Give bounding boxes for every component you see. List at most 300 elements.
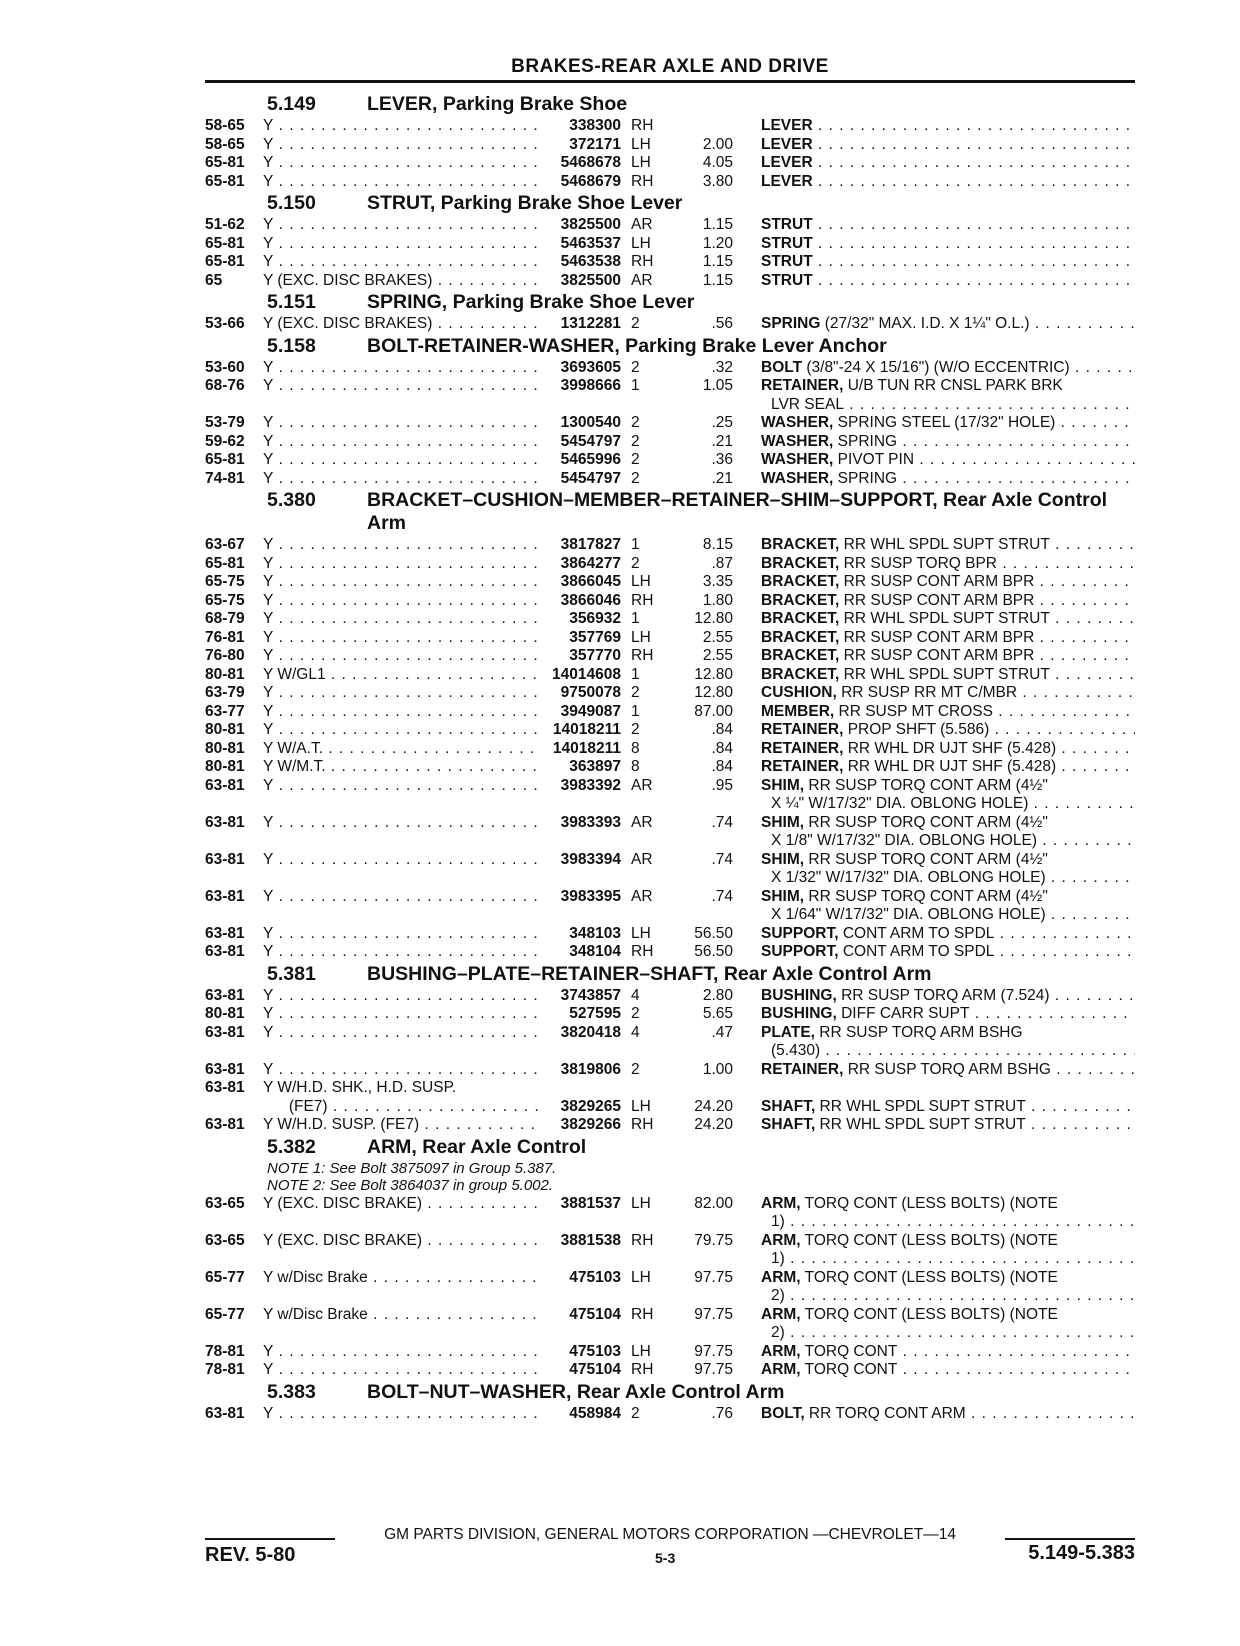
description-label: SUPPORT, [761, 943, 839, 960]
description-label: BOLT, [761, 1404, 805, 1422]
part-number: 348103 [569, 924, 621, 942]
description-line [761, 987, 1135, 1006]
usage [263, 536, 538, 555]
footer-page-number: 5-3 [655, 1550, 676, 1566]
leader-dots [273, 777, 538, 794]
model-years: 78-81 [205, 1342, 245, 1360]
usage [263, 1343, 538, 1362]
usage-text: Y [263, 943, 274, 960]
part-number: 357770 [569, 647, 621, 664]
description-label: BRACKET, [761, 591, 840, 609]
usage-text: Y [263, 887, 274, 905]
section-title: BOLT-RETAINER-WASHER, Parking Brake Lever Anchor [367, 334, 887, 357]
usage-text: Y [263, 469, 274, 487]
description-label: MEMBER, [761, 702, 835, 720]
price: 82.00 [694, 1194, 733, 1212]
part-row [205, 173, 1135, 192]
description-text: RR WHL SPDL SUPT STRUT [815, 1116, 1026, 1133]
usage [263, 433, 538, 452]
description [733, 470, 1135, 489]
description-line [761, 1405, 1135, 1424]
leader-dots [326, 666, 538, 683]
model-years: 80-81 [205, 739, 245, 757]
description-label: SPRING [761, 315, 821, 332]
part-row [205, 1098, 1135, 1117]
description [733, 758, 1135, 777]
leader-dots [1034, 647, 1135, 664]
price [667, 117, 733, 136]
usage [263, 1405, 538, 1424]
leader-dots [994, 925, 1135, 942]
leader-dots [273, 470, 538, 487]
part-row [205, 117, 1135, 136]
usage-text: Y [263, 1404, 274, 1422]
model-years: 80-81 [205, 721, 245, 738]
model-years: 68-79 [205, 610, 245, 627]
description-line [761, 758, 1135, 777]
description-label: LEVER [761, 172, 813, 190]
price: .21 [711, 432, 733, 450]
usage-text: Y [263, 135, 274, 153]
description-text: RR SUSP TORQ ARM BSHG [843, 1060, 1051, 1078]
description-line [761, 629, 1135, 648]
part-number: 5463537 [560, 234, 621, 252]
description-label: ARM, [761, 1342, 801, 1360]
usage-text: Y [263, 1060, 274, 1078]
price: 97.75 [694, 1305, 733, 1323]
usage [263, 777, 538, 814]
description-label: SHIM, [761, 813, 805, 831]
section-heading [205, 93, 1135, 116]
usage-text: Y w/Disc Brake [263, 1268, 368, 1286]
description-text: SPRING [833, 432, 898, 450]
model-years: 80-81 [205, 758, 245, 775]
usage-text: Y [263, 684, 274, 701]
description-line [761, 777, 1135, 796]
usage [263, 814, 538, 851]
part-row [205, 1061, 1135, 1080]
usage-text: Y [263, 986, 274, 1004]
part-number: 1312281 [560, 315, 621, 332]
description-line [761, 235, 1135, 254]
part-row [205, 925, 1135, 944]
description-label: STRUT [761, 234, 813, 252]
leader-dots [273, 1343, 538, 1360]
usage-text: Y (EXC. DISC BRAKES) [263, 315, 433, 332]
description-line [761, 1024, 1135, 1043]
usage [263, 758, 538, 777]
model-years: 78-81 [205, 1361, 245, 1378]
part-number: 3817827 [560, 536, 621, 553]
usage [263, 1306, 538, 1343]
price: 12.80 [694, 665, 733, 683]
part-number: 5454797 [560, 432, 621, 450]
quantity: LH [631, 573, 651, 590]
description [733, 315, 1135, 334]
description-label: WASHER, [761, 432, 834, 450]
footer-section-range: 5.149-5.383 [1028, 1542, 1135, 1564]
description-line [761, 610, 1135, 629]
description-line [761, 832, 1135, 851]
quantity: 1 [631, 610, 640, 627]
description-text: (3/8"-24 X 15/16") (W/O ECCENTRIC) [802, 358, 1070, 376]
leader-dots [273, 359, 538, 376]
part-row [205, 377, 1135, 414]
header-rule [205, 80, 1135, 83]
model-years: 63-67 [205, 536, 245, 553]
part-number: 3983392 [560, 776, 621, 794]
part-row [205, 721, 1135, 740]
usage [263, 216, 538, 235]
quantity: LH [631, 1194, 651, 1212]
leader-dots [1046, 869, 1135, 886]
usage-text: Y [263, 1342, 274, 1360]
quantity: 2 [631, 554, 640, 572]
description-label: RETAINER, [761, 721, 844, 738]
model-years: 80-81 [205, 1005, 245, 1022]
usage-text: Y [263, 358, 274, 376]
model-years: 65-81 [205, 154, 245, 171]
quantity: RH [631, 1361, 654, 1378]
part-number: 357769 [569, 628, 621, 646]
leader-dots [273, 555, 538, 572]
usage-text: Y [263, 154, 274, 171]
model-years: 63-81 [205, 924, 245, 942]
leader-dots [897, 433, 1135, 450]
description [733, 1005, 1135, 1024]
description-text: 1) [771, 1213, 785, 1230]
description-text: DIFF CARR SUPT [836, 1005, 970, 1022]
model-years: 51-62 [205, 216, 245, 233]
usage [263, 117, 538, 136]
description-label: BRACKET, [761, 647, 840, 664]
model-years: 63-81 [205, 1023, 245, 1041]
description [733, 610, 1135, 629]
usage [263, 684, 538, 703]
usage [263, 943, 538, 962]
quantity [621, 1079, 667, 1098]
leader-dots [785, 1324, 1135, 1341]
leader-dots [914, 451, 1135, 468]
description-text: 1) [771, 1250, 785, 1267]
description-line [761, 592, 1135, 611]
description [733, 117, 1135, 136]
quantity: 1 [631, 536, 640, 553]
description-label: SHIM, [761, 850, 805, 868]
description-text: TORQ CONT [800, 1342, 898, 1360]
usage-text: Y [263, 536, 274, 553]
leader-dots [273, 235, 538, 252]
description-line [761, 666, 1135, 685]
description [733, 555, 1135, 574]
usage-text: Y [263, 554, 274, 572]
usage-text: Y [263, 776, 274, 794]
leader-dots [1026, 1098, 1135, 1115]
model-years: 65-77 [205, 1268, 245, 1286]
leader-dots [273, 117, 538, 134]
part-row [205, 536, 1135, 555]
part-row [205, 272, 1135, 291]
part-row [205, 154, 1135, 173]
part-row [205, 1024, 1135, 1061]
description-text: CONT ARM TO SPDL [838, 924, 995, 942]
quantity: LH [631, 234, 651, 252]
description-line [761, 555, 1135, 574]
model-years: 65-81 [205, 234, 245, 252]
price: 24.20 [694, 1097, 733, 1115]
description-text: (5.430) [771, 1042, 821, 1059]
description-text: 2) [771, 1324, 785, 1341]
usage [263, 1116, 538, 1135]
model-years: 68-76 [205, 377, 245, 394]
description-text: RR SUSP TORQ CONT ARM (4½" [804, 776, 1048, 794]
leader-dots [273, 888, 538, 905]
part-number: 338300 [569, 117, 621, 134]
price: .36 [711, 451, 733, 468]
part-number: 3998666 [560, 377, 621, 394]
quantity: 2 [631, 1404, 640, 1422]
usage-text: Y (EXC. DISC BRAKE) [263, 1194, 423, 1212]
description-label: RETAINER, [761, 739, 844, 757]
leader-dots [1030, 315, 1135, 332]
description-label: SHIM, [761, 776, 805, 794]
description-line [761, 703, 1135, 722]
price: 97.75 [694, 1268, 733, 1286]
leader-dots [820, 1042, 1135, 1059]
part-row [205, 592, 1135, 611]
price: 3.35 [702, 573, 733, 590]
description-text: RR WHL SPDL SUPT STRUT [815, 1097, 1026, 1115]
price: 97.75 [694, 1361, 733, 1378]
description-line [761, 795, 1135, 814]
description-label: BRACKET, [761, 628, 840, 646]
description-line [761, 1042, 1135, 1061]
quantity: 2 [631, 684, 640, 701]
part-number: 475104 [569, 1305, 621, 1323]
leader-dots [273, 814, 538, 831]
leader-dots [993, 703, 1135, 720]
usage [263, 925, 538, 944]
leader-dots [1026, 1116, 1135, 1133]
leader-dots [273, 451, 538, 468]
description-label: ARM, [761, 1305, 801, 1323]
leader-dots [897, 470, 1135, 487]
description-text: TORQ CONT (LESS BOLTS) (NOTE [800, 1194, 1058, 1212]
description-line [761, 433, 1135, 452]
description-text: RR SUSP MT CROSS [834, 702, 993, 720]
usage [263, 666, 538, 685]
usage [263, 470, 538, 489]
usage-text: Y W/A.T. [263, 739, 324, 757]
section-title: BOLT–NUT–WASHER, Rear Axle Control Arm [367, 1380, 785, 1403]
price: .47 [711, 1023, 733, 1041]
part-number: 3864277 [560, 554, 621, 572]
model-years: 74-81 [205, 469, 245, 487]
description [733, 666, 1135, 685]
part-row [205, 943, 1135, 962]
usage [263, 154, 538, 173]
quantity: 2 [631, 414, 640, 431]
price: 5.65 [702, 1005, 733, 1022]
model-years: 63-81 [205, 776, 245, 794]
leader-dots [273, 1361, 538, 1378]
part-row [205, 1079, 1135, 1098]
description [733, 647, 1135, 666]
leader-dots [323, 740, 538, 757]
part-row [205, 433, 1135, 452]
usage [263, 253, 538, 272]
quantity: 2 [631, 432, 640, 450]
price: 1.20 [702, 234, 733, 252]
description [733, 414, 1135, 433]
usage-text: Y [263, 850, 274, 868]
section-title: STRUT, Parking Brake Shoe Lever [367, 192, 683, 214]
description-label: LEVER [761, 117, 813, 134]
quantity: 2 [631, 721, 640, 738]
price: 2.55 [702, 628, 733, 646]
model-years: 63-81 [205, 1079, 245, 1096]
description-line [761, 536, 1135, 555]
description-line [761, 684, 1135, 703]
leader-dots [273, 684, 538, 701]
description-label: BUSHING, [761, 1005, 837, 1022]
footer-rule-right [1005, 1538, 1135, 1540]
description-text: RR SUSP TORQ CONT ARM (4½" [804, 850, 1048, 868]
description-line [761, 943, 1135, 962]
leader-dots [1050, 666, 1135, 683]
description [733, 1361, 1135, 1380]
model-years: 63-65 [205, 1194, 245, 1212]
description-text: RR SUSP TORQ BPR [839, 554, 998, 572]
leader-dots [273, 925, 538, 942]
part-number: 5465996 [560, 451, 621, 468]
description-text: RR SUSP CONT ARM BPR [839, 591, 1035, 609]
model-years: 63-81 [205, 1404, 245, 1422]
description [733, 573, 1135, 592]
usage-text: Y [263, 253, 274, 270]
parts-catalog-content [205, 92, 1135, 1423]
price: .84 [711, 721, 733, 738]
price [667, 1079, 733, 1098]
price: .25 [711, 414, 733, 431]
part-number: 3983393 [560, 813, 621, 831]
part-number: 3866046 [560, 591, 621, 609]
description-label: ARM, [761, 1231, 801, 1249]
description-text: 2) [771, 1287, 785, 1304]
part-number: 14018211 [552, 721, 621, 738]
model-years: 65 [205, 271, 223, 289]
usage-text: Y [263, 647, 274, 664]
quantity: 1 [631, 377, 640, 394]
description [733, 1098, 1135, 1117]
description-line [761, 740, 1135, 759]
description [733, 814, 1135, 851]
description-label: SHAFT, [761, 1116, 816, 1133]
description [733, 272, 1135, 291]
usage-text: Y [263, 924, 274, 942]
description-label: ARM, [761, 1268, 801, 1286]
description-text: RR WHL SPDL SUPT STRUT [839, 610, 1050, 627]
description [733, 235, 1135, 254]
description [733, 888, 1135, 925]
model-years: 63-81 [205, 943, 245, 960]
price: .32 [711, 358, 733, 376]
price: .74 [711, 887, 733, 905]
leader-dots [273, 629, 538, 646]
leader-dots [368, 1306, 538, 1323]
leader-dots [326, 758, 538, 775]
quantity: LH [631, 924, 651, 942]
quantity: RH [631, 943, 654, 960]
part-row [205, 573, 1135, 592]
usage [263, 173, 538, 192]
part-row [205, 777, 1135, 814]
description-label: BUSHING, [761, 986, 837, 1004]
price: 1.00 [702, 1060, 733, 1078]
description [733, 253, 1135, 272]
leader-dots [273, 536, 538, 553]
leader-dots [785, 1250, 1135, 1267]
part-number: 475104 [569, 1361, 621, 1378]
price: 4.05 [702, 154, 733, 171]
description-label: RETAINER, [761, 1060, 844, 1078]
description-text: SPRING [833, 469, 898, 487]
description-text: CONT ARM TO SPDL [838, 943, 995, 960]
price: 2.00 [702, 135, 733, 153]
part-row [205, 1195, 1135, 1232]
leader-dots [328, 1098, 538, 1115]
description [733, 1405, 1135, 1424]
description-line [761, 851, 1135, 870]
usage-text: Y [263, 610, 274, 627]
model-years: 65-81 [205, 253, 245, 270]
quantity: LH [631, 135, 651, 153]
model-years: 53-60 [205, 358, 245, 376]
model-years: 53-79 [205, 414, 245, 431]
description-line [761, 721, 1135, 740]
part-row [205, 814, 1135, 851]
usage-text: Y [263, 451, 274, 468]
usage-text: Y [263, 721, 274, 738]
quantity: AR [631, 850, 653, 868]
section-title: LEVER, Parking Brake Shoe [367, 93, 628, 115]
leader-dots [997, 555, 1135, 572]
model-years: 80-81 [205, 665, 245, 683]
part-number: 3829266 [560, 1116, 621, 1133]
section-number: 5.380 [267, 489, 316, 511]
description-line [761, 1116, 1135, 1135]
usage [263, 721, 538, 740]
description-line [761, 272, 1135, 291]
model-years: 63-77 [205, 702, 245, 720]
description-line [761, 1287, 1135, 1306]
description-label: STRUT [761, 253, 813, 270]
part-row [205, 359, 1135, 378]
description-line [761, 154, 1135, 173]
part-row [205, 470, 1135, 489]
description-text: RR WHL SPDL SUPT STRUT [839, 536, 1050, 553]
description [733, 433, 1135, 452]
model-years: 63-81 [205, 813, 245, 831]
leader-dots [273, 851, 538, 868]
quantity: 4 [631, 986, 640, 1004]
model-years: 63-65 [205, 1231, 245, 1249]
description-line [761, 451, 1135, 470]
quantity: 8 [631, 739, 640, 757]
quantity: RH [631, 253, 654, 270]
price: 24.20 [694, 1116, 733, 1133]
leader-dots [273, 154, 538, 171]
